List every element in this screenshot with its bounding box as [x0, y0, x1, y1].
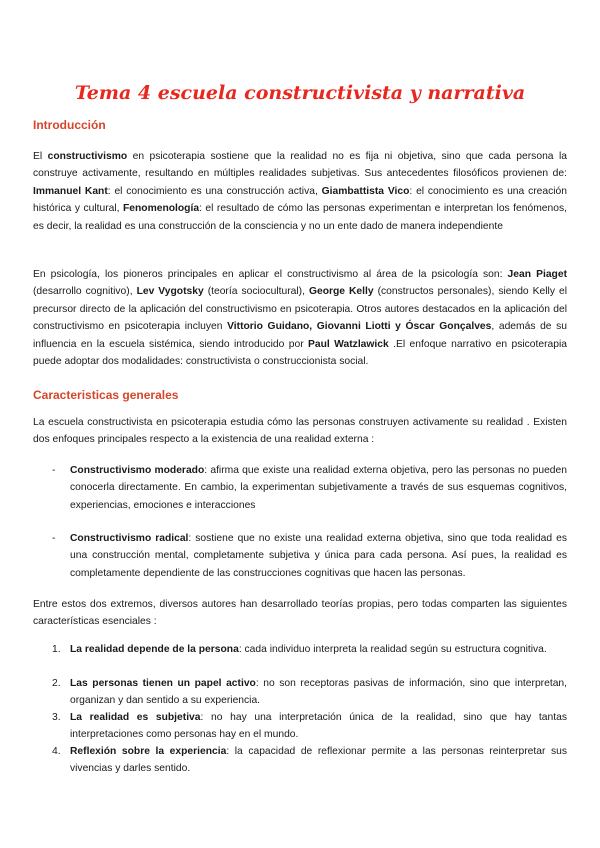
list-number: 3. — [52, 712, 61, 723]
list-item: La realidad depende de la persona: cada individuo interpreta la realidad según su estructura cognitiva. — [70, 644, 547, 655]
bullet-item-radical: Constructivismo radical: sostiene que no existe una realidad externa objetiva, sino que toda realidad es una construcción mental, completamente subjetiva y única para cada persona. Así pues, la realidad es completamente dependiente de las construcciones cognitivas que hacen las personas. — [70, 533, 567, 579]
intro-paragraph-2: En psicología, los pioneros principales en aplicar el constructivismo al área de la psicología son: Jean Piaget (desarrollo cognitivo), Lev Vygotsky (teoría sociocultural), George Kelly (constructos personales), siendo Kelly el precursor directo de la aplicación del constructivismo en psicoterapia. Otros autores destacados en la aplicación del constructivismo en psicoterapia incluyen Vittorio Guidano, Giovanni Liotti y Óscar Gonçalves, además de su influencia en la escuela sistémica, siendo introducido por Paul Watzlawick .El enfoque narrativo en psicoterapia puede adoptar dos modalidades: constructivista o construccionista social. — [33, 269, 568, 368]
bullet-marker: - — [52, 533, 56, 544]
list-number: 2. — [52, 678, 61, 689]
caract-paragraph-2: Entre estos dos extremos, diversos autores han desarrollado teorías propias, pero todas comparten las siguientes características esenciales : — [33, 599, 567, 628]
bullet-item-moderado: Constructivismo moderado: afirma que existe una realidad externa objetiva, pero las personas no pueden conocerla directamente. En cambio, la experimentan subjetivamente a través de sus esquemas cognitivos, experiencias, emociones e interacciones — [70, 465, 567, 511]
intro-paragraph-1: El constructivismo en psicoterapia sostiene que la realidad no es fija ni objetiva, sino que cada persona la construye activamente, resultando en múltiples realidades subjetivas. Sus antecedentes filosóficos provienen de: Immanuel Kant: el conocimiento es una construcción activa, Giambattista Vico: el conocimiento es una creación histórica y cultural, Fenomenología: el resultado de cómo las personas experimentan e interpretan los fenómenos, es decir, la realidad es una construcción de la consciencia y no un ente dado de manera independiente — [33, 151, 567, 232]
section-heading-caracteristicas: Caracteristicas generales — [33, 388, 179, 402]
list-item: Las personas tienen un papel activo: no son receptoras pasivas de información, sino que interpretan, organizan y dan sentido a su experiencia. — [70, 678, 568, 707]
bullet-marker: - — [52, 465, 56, 476]
caract-paragraph-1: La escuela constructivista en psicoterapia estudia cómo las personas construyen activamente su realidad . Existen dos enfoques principales respecto a la existencia de una realidad externa : — [33, 417, 567, 446]
section-heading-introduccion: Introducción — [33, 118, 106, 132]
list-number: 4. — [52, 746, 61, 757]
list-number: 1. — [52, 644, 61, 655]
page-title: Tema 4 escuela constructivista y narrativa — [74, 82, 526, 104]
list-item: Reflexión sobre la experiencia: la capacidad de reflexionar permite a las personas reinterpretar sus vivencias y darles sentido. — [70, 746, 567, 775]
list-item: La realidad es subjetiva: no hay una interpretación única de la realidad, sino que hay tantas interpretaciones como personas hay en el mundo. — [70, 712, 567, 741]
